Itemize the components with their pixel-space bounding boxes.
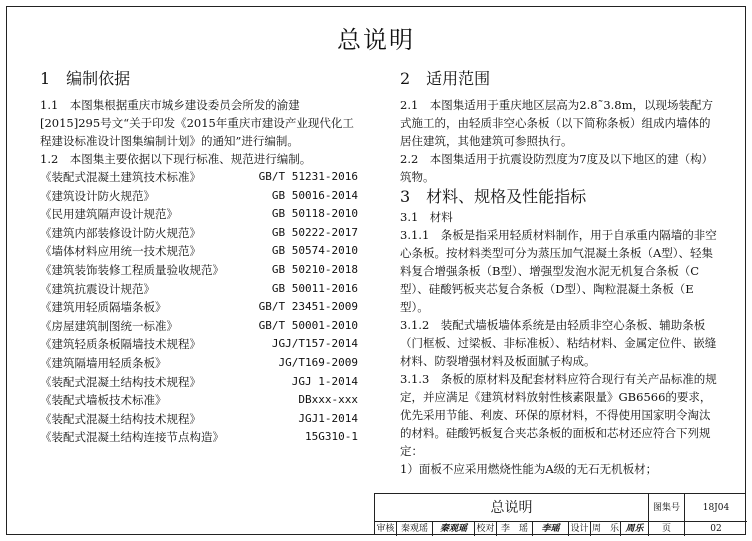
atlas-number: 18J04: [685, 494, 747, 522]
checker-name: 李 瑶: [497, 522, 533, 536]
atlas-number-label: 图集号: [649, 494, 685, 522]
standard-name: 《装配式混凝土结构技术规程》: [40, 374, 201, 389]
section2-paragraph-1: 2.1 本图集适用于重庆地区层高为2.8˜3.8m，以现场装配方式施工的，由轻质非空心条板（以下简称条板）组成内墙体的居住建筑，其他建筑可参照执行。: [400, 98, 714, 148]
standard-name: 《建筑设计防火规范》: [40, 188, 155, 203]
reviewer-name: 秦观瑶: [397, 522, 433, 536]
page-title: 总说明: [337, 26, 415, 54]
section3-subheading: 3.1 材料: [400, 210, 453, 224]
page-label: 页: [649, 522, 685, 536]
section1-paragraph-2: 1.2 本图集主要依据以下现行标准、规范进行编制。: [40, 152, 312, 166]
standard-row: [40, 391, 358, 410]
standard-name: 《装配式混凝土结构连接节点构造》: [40, 430, 224, 445]
standard-name: 《装配式墙板技术标准》: [40, 393, 167, 408]
standard-code: GB/T 50001-2010: [258, 318, 358, 332]
checker-signature: 李瑶: [533, 522, 569, 536]
section1-paragraph-1: 1.1 本图集根据重庆市城乡建设委员会所发的渝建[2015]295号文“关于印发《2015年重庆市建设产业现代化工程建设标准设计图集编制计划》的通知”进行编制。: [40, 98, 354, 148]
section3-heading: 3 材料、规格及性能指标: [400, 187, 587, 206]
section3-paragraph-2: 3.1.2 装配式墙板墙体系统是由轻质非空心条板、辅助条板（门框板、过梁板、非标准板）、粘结材料、金属定位件、嵌缝材料、防裂增强材料及板面腻子构成。: [400, 318, 717, 368]
review-label: 审核: [375, 522, 397, 536]
standard-row: [40, 242, 358, 261]
designer-name: 周 乐: [591, 524, 619, 534]
standard-name: 《装配式混凝土结构技术规程》: [40, 411, 201, 426]
standard-name: 《房屋建筑制图统一标准》: [40, 318, 178, 333]
right-column: [400, 68, 720, 478]
title-block-signature-row: [375, 522, 747, 536]
standard-code: GB/T 51231-2016: [258, 170, 358, 183]
standard-name: 《民用建筑隔声设计规范》: [40, 207, 178, 222]
page-number: 02: [710, 524, 722, 534]
standard-name: 《建筑轻质条板隔墙技术规程》: [40, 337, 201, 352]
standard-name: 《装配式混凝土建筑技术标准》: [40, 170, 201, 184]
standard-code: DBxxx-xxx: [298, 393, 358, 407]
standard-row: [40, 410, 358, 429]
standard-code: GB 50011-2016: [271, 281, 358, 295]
standard-code: GB 50222-2017: [271, 225, 358, 239]
standard-row: [40, 224, 358, 243]
standard-row: [40, 168, 358, 187]
standard-code: GB 50016-2014: [271, 188, 358, 202]
standard-code: JGJ/T157-2014: [271, 337, 358, 351]
standard-row: [40, 335, 358, 354]
standard-code: JGJ1-2014: [298, 411, 358, 425]
title-block: [374, 493, 746, 535]
standard-name: 《建筑装饰装修工程质量验收规范》: [40, 262, 224, 277]
design-label: 设计: [569, 522, 591, 536]
standard-code: GB/T 23451-2009: [258, 300, 358, 314]
section2-paragraph-2: 2.2 本图集适用于抗震设防烈度为7度及以下地区的建（构）筑物。: [400, 152, 714, 184]
standard-name: 《建筑用轻质隔墙条板》: [40, 300, 167, 315]
standard-row: [40, 354, 358, 373]
standard-code: 15G310-1: [305, 430, 358, 444]
standard-row: [40, 428, 358, 447]
standard-name: 《墙体材料应用统一技术规范》: [40, 244, 201, 259]
standard-row: [40, 317, 358, 336]
section3-paragraph-3: 3.1.3 条板的原材料及配套材料应符合现行有关产品标准的规定，并应满足《建筑材料放射性核素限量》GB6566的要求，优先采用节能、利废、环保的原材料，不得使用国家明令淘汰的材料。硅酸钙板复合夹芯条板的面板和芯材还应符合下列规定：: [400, 372, 717, 458]
standard-code: GB 50210-2018: [271, 262, 358, 276]
section3-paragraph-4: 1）面板不应采用燃烧性能为A级的无石无机板材；: [400, 462, 658, 476]
designer-signature: 周乐: [621, 522, 649, 536]
reviewer-signature: 秦观瑶: [433, 522, 475, 536]
title-block-name: 总说明: [375, 494, 649, 522]
standard-row: [40, 373, 358, 392]
section3-paragraph-1: 3.1.1 条板是指采用轻质材料制作，用于自承重内隔墙的非空心条板。按材料类型可分为蒸压加气混凝土条板（A型）、轻集料复合增强条板（B型）、增强型发泡水泥无机复合条板（C型）、硅酸钙板夹芯复合条板（D型）、陶粒混凝土条板（E型）。: [400, 228, 717, 314]
section1-heading: 1 编制依据: [40, 69, 131, 88]
standard-row: [40, 298, 358, 317]
standards-list: [40, 168, 358, 447]
standard-name: 《建筑隔墙用轻质条板》: [40, 355, 167, 370]
standard-row: [40, 261, 358, 280]
standard-row: [40, 280, 358, 299]
standard-name: 《建筑内部装修设计防火规范》: [40, 225, 201, 240]
standard-code: JG/T169-2009: [278, 355, 358, 369]
left-column: [40, 68, 358, 447]
standard-code: GB 50118-2010: [271, 207, 358, 221]
check-label: 校对: [475, 522, 497, 536]
section2-heading: 2 适用范围: [400, 69, 491, 88]
standard-name: 《建筑抗震设计规范》: [40, 281, 155, 296]
standard-code: JGJ 1-2014: [291, 374, 358, 388]
standard-row: [40, 187, 358, 206]
standard-row: [40, 205, 358, 224]
standard-code: GB 50574-2010: [271, 244, 358, 258]
